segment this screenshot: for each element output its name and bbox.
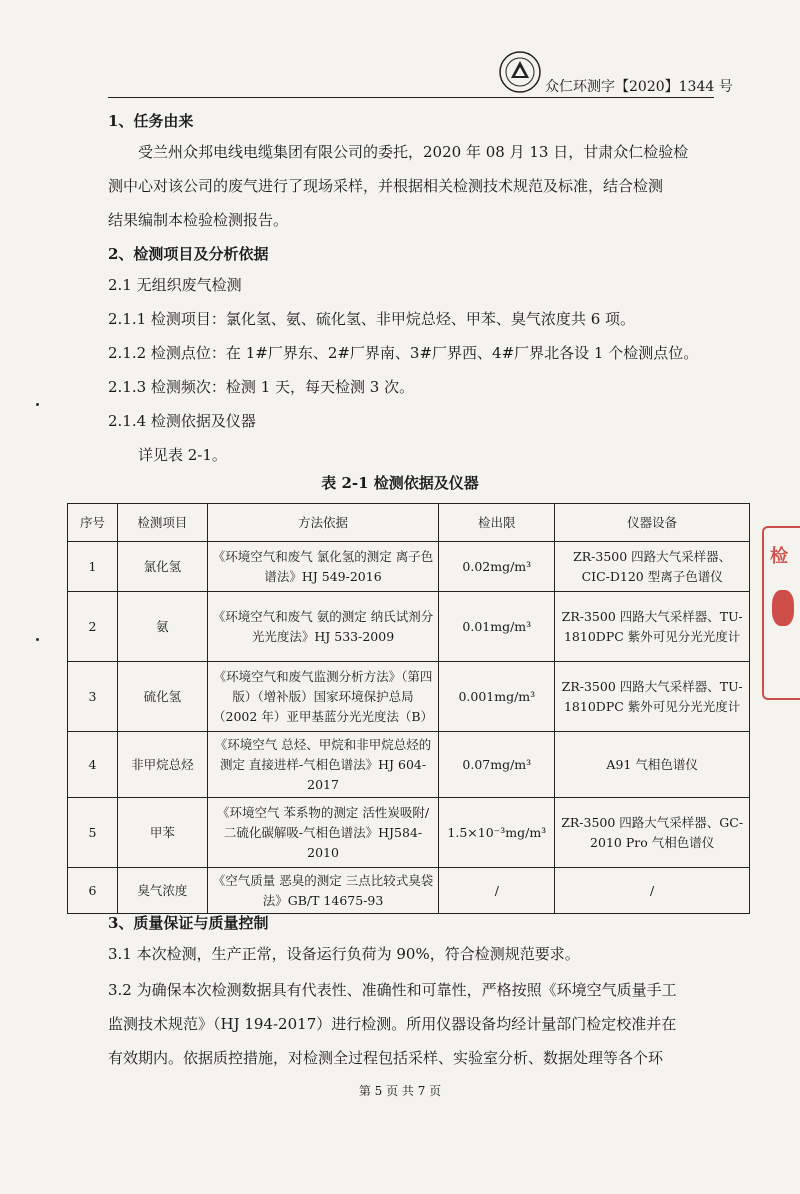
section-2-1-3: 2.1.3 检测频次：检测 1 天，每天检测 3 次。 (108, 378, 415, 396)
cell-method: 《环境空气和废气 氨的测定 纳氏试剂分光光度法》HJ 533-2009 (207, 592, 439, 662)
cell-method: 《环境空气和废气 氯化氢的测定 离子色谱法》HJ 549-2016 (207, 542, 439, 592)
section-2-1: 2.1 无组织废气检测 (108, 276, 242, 294)
cell-instrument: ZR-3500 四路大气采样器、CIC-D120 型离子色谱仪 (555, 542, 750, 592)
section-2-1-4: 2.1.4 检测依据及仪器 (108, 412, 256, 430)
table-header-row (68, 504, 750, 542)
section-3-title: 3、质量保证与质量控制 (108, 914, 269, 932)
cell-instrument: ZR-3500 四路大气采样器、TU-1810DPC 紫外可见分光光度计 (555, 662, 750, 732)
margin-dot (36, 638, 39, 641)
section-1-line-2: 测中心对该公司的废气进行了现场采样，并根据相关检测技术规范及标准，结合检测 (108, 177, 664, 195)
cell-item: 甲苯 (117, 798, 207, 868)
header-divider (108, 97, 714, 98)
section-2-1-2: 2.1.2 检测点位：在 1#厂界东、2#厂界南、3#厂界西、4#厂界北各设 1 个检测点位。 (108, 344, 699, 362)
cell-method: 《环境空气和废气监测分析方法》（第四版）（增补版）国家环境保护总局（2002 年）亚甲基蓝分光光度法（B） (207, 662, 439, 732)
cell-instrument: ZR-3500 四路大气采样器、GC-2010 Pro 气相色谱仪 (555, 798, 750, 868)
institute-seal-icon (498, 50, 542, 94)
table-row (68, 662, 750, 732)
section-2-1-1: 2.1.1 检测项目：氯化氢、氨、硫化氢、非甲烷总烃、甲苯、臭气浓度共 6 项。 (108, 310, 636, 328)
cell-item: 硫化氢 (117, 662, 207, 732)
section-2-title: 2、检测项目及分析依据 (108, 245, 269, 263)
table-row (68, 542, 750, 592)
section-1-line-3: 结果编制本检验检测报告。 (108, 211, 289, 229)
red-seal-stamp (762, 526, 800, 700)
stamp-ink-mark (772, 590, 794, 626)
cell-instrument: ZR-3500 四路大气采样器、TU-1810DPC 紫外可见分光光度计 (555, 592, 750, 662)
cell-limit: 0.001mg/m³ (439, 662, 555, 732)
cell-item: 氯化氢 (117, 542, 207, 592)
cell-no: 3 (68, 662, 118, 732)
cell-limit: 1.5×10⁻³mg/m³ (439, 798, 555, 868)
section-1-line-1: 受兰州众邦电线电缆集团有限公司的委托，2020 年 08 月 13 日，甘肃众仁检验检 (138, 143, 689, 161)
header-instrument: 仪器设备 (555, 504, 750, 542)
cell-item: 非甲烷总烃 (117, 732, 207, 798)
section-3-1: 3.1 本次检测，生产正常，设备运行负荷为 90%，符合检测规范要求。 (108, 945, 580, 963)
report-number: 众仁环测字【2020】1344 号 (545, 79, 733, 95)
see-table-note: 详见表 2-1。 (138, 446, 227, 464)
table-row (68, 868, 750, 914)
table-row (68, 732, 750, 798)
cell-no: 4 (68, 732, 118, 798)
table-caption: 表 2-1 检测依据及仪器 (321, 474, 479, 492)
section-1-title: 1、任务由来 (108, 112, 194, 130)
section-3-2-line-1: 3.2 为确保本次检测数据具有代表性、准确性和可靠性，严格按照《环境空气质量手工 (108, 981, 677, 999)
cell-no: 2 (68, 592, 118, 662)
cell-limit: / (439, 868, 555, 914)
table-row (68, 798, 750, 868)
margin-dot (36, 403, 39, 406)
cell-method: 《环境空气 苯系物的测定 活性炭吸附/二硫化碳解吸-气相色谱法》HJ584-2010 (207, 798, 439, 868)
header-item: 检测项目 (117, 504, 207, 542)
header-limit: 检出限 (439, 504, 555, 542)
cell-limit: 0.02mg/m³ (439, 542, 555, 592)
cell-item: 臭气浓度 (117, 868, 207, 914)
header-method: 方法依据 (207, 504, 439, 542)
stamp-text: 检 (770, 546, 788, 567)
cell-instrument: A91 气相色谱仪 (555, 732, 750, 798)
cell-limit: 0.01mg/m³ (439, 592, 555, 662)
page-number: 第 5 页 共 7 页 (358, 1084, 442, 1098)
cell-item: 氨 (117, 592, 207, 662)
cell-limit: 0.07mg/m³ (439, 732, 555, 798)
section-3-2-line-2: 监测技术规范》（HJ 194-2017）进行检测。所用仪器设备均经计量部门检定校准并在 (108, 1015, 677, 1033)
section-3-2-line-3: 有效期内。依据质控措施，对检测全过程包括采样、实验室分析、数据处理等各个环 (108, 1049, 664, 1067)
cell-no: 1 (68, 542, 118, 592)
table-row (68, 592, 750, 662)
cell-method: 《环境空气 总烃、甲烷和非甲烷总烃的测定 直接进样-气相色谱法》HJ 604-2017 (207, 732, 439, 798)
header-no: 序号 (68, 504, 118, 542)
cell-instrument: / (555, 868, 750, 914)
cell-no: 6 (68, 868, 118, 914)
cell-method: 《空气质量 恶臭的测定 三点比较式臭袋法》GB/T 14675-93 (207, 868, 439, 914)
detection-basis-table (67, 503, 750, 914)
cell-no: 5 (68, 798, 118, 868)
